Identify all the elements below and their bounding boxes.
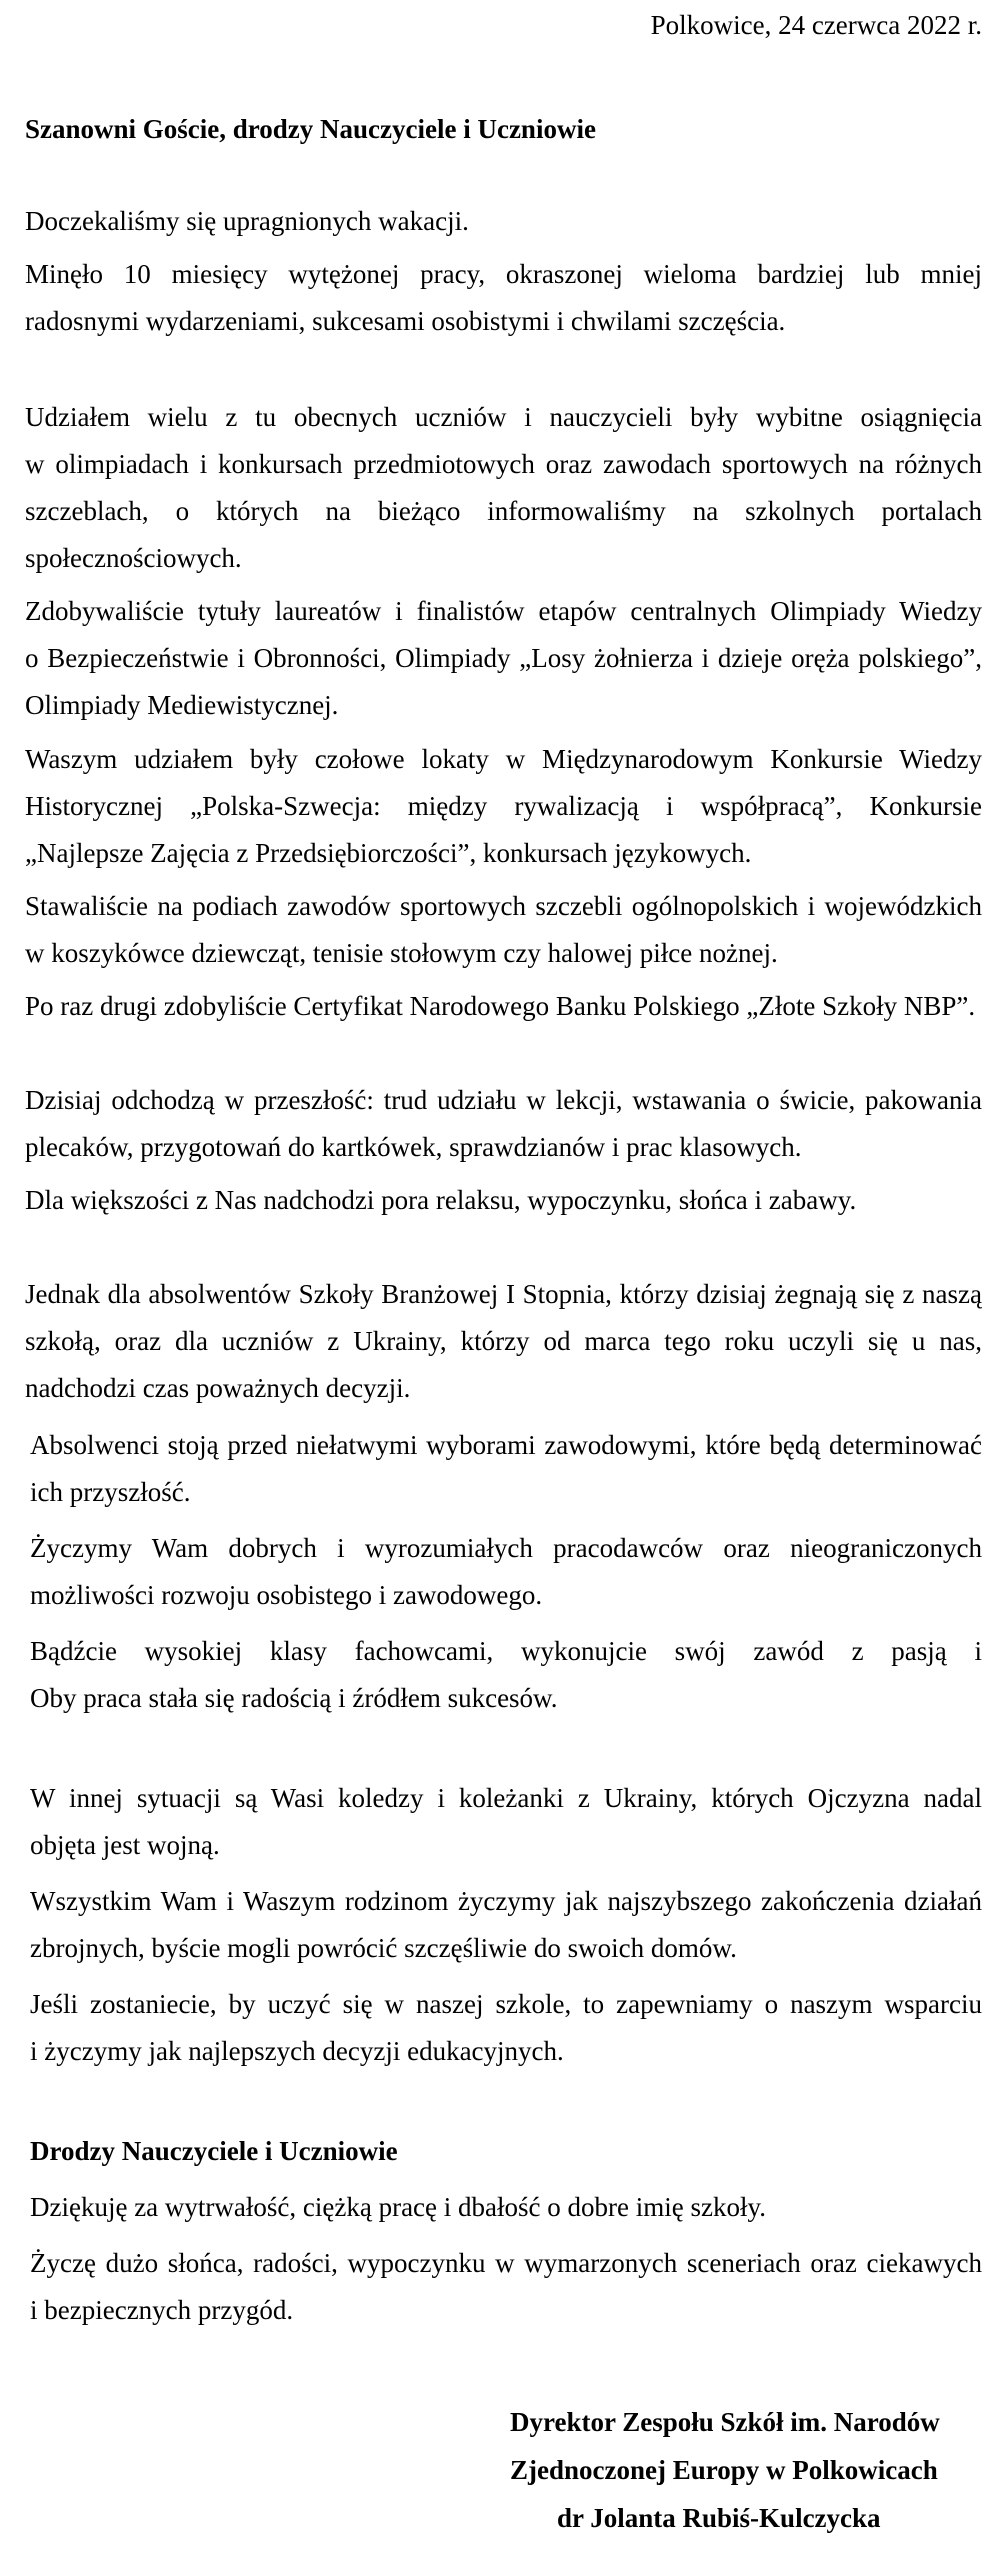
- paragraph-16-line-1: Jeśli zostaniecie, by uczyć się w naszej szkole, to zapewniamy o naszym wsparciu: [30, 1989, 982, 2019]
- paragraph-18-line-1: Życzę dużo słońca, radości, wypoczynku w wymarzonych sceneriach oraz ciekawych: [30, 2248, 982, 2278]
- date-place: Polkowice, 24 czerwca 2022 r.: [650, 10, 982, 40]
- paragraph-14-line-2: objęta jest wojną.: [30, 1830, 220, 1860]
- paragraph-3-line-3: szczeblach, o których na bieżąco informowaliśmy na szkolnych portalach: [25, 496, 982, 526]
- paragraph-15-line-1: Wszystkim Wam i Waszym rodzinom życzymy jak najszybszego zakończenia działań: [30, 1886, 982, 1916]
- paragraph-2-line-1: Minęło 10 miesięcy wytężonej pracy, okraszonej wieloma bardziej lub mniej: [25, 259, 982, 289]
- paragraph-7: Po raz drugi zdobyliście Certyfikat Narodowego Banku Polskiego „Złote Szkoły NBP”.: [25, 991, 976, 1021]
- paragraph-16-line-2: i życzymy jak najlepszych decyzji edukacyjnych.: [30, 2036, 564, 2066]
- closing-subheading: Drodzy Nauczyciele i Uczniowie: [30, 2136, 398, 2166]
- paragraph-15-line-2: zbrojnych, byście mogli powrócić szczęśliwie do swoich domów.: [30, 1933, 737, 1963]
- paragraph-13-line-1: Bądźcie wysokiej klasy fachowcami, wykonujcie swój zawód z pasją i: [30, 1636, 982, 1666]
- paragraph-6-line-1: Stawaliście na podiach zawodów sportowych szczebli ogólnopolskich i wojewódzkich: [25, 891, 982, 921]
- paragraph-11-line-1: Absolwenci stoją przed niełatwymi wyborami zawodowymi, które będą determinować: [30, 1430, 982, 1460]
- signature-line-3: dr Jolanta Rubiś-Kulczycka: [557, 2503, 881, 2533]
- paragraph-10-line-3: nadchodzi czas poważnych decyzji.: [25, 1373, 411, 1403]
- paragraph-4-line-2: o Bezpieczeństwie i Obronności, Olimpiady „Losy żołnierza i dzieje oręża polskiego”,: [25, 643, 982, 673]
- paragraph-9: Dla większości z Nas nadchodzi pora relaksu, wypoczynku, słońca i zabawy.: [25, 1185, 857, 1215]
- paragraph-6-line-2: w koszykówce dziewcząt, tenisie stołowym czy halowej piłce nożnej.: [25, 938, 778, 968]
- paragraph-3-line-2: w olimpiadach i konkursach przedmiotowych oraz zawodach sportowych na różnych: [25, 449, 982, 479]
- paragraph-18-line-2: i bezpiecznych przygód.: [30, 2295, 294, 2325]
- paragraph-8-line-2: plecaków, przygotowań do kartkówek, sprawdzianów i prac klasowych.: [25, 1132, 802, 1162]
- paragraph-5-line-3: „Najlepsze Zajęcia z Przedsiębiorczości”, konkursach językowych.: [25, 838, 752, 868]
- paragraph-3-line-4: społecznościowych.: [25, 543, 242, 573]
- paragraph-11-line-2: ich przyszłość.: [30, 1477, 191, 1507]
- paragraph-5-line-1: Waszym udziałem były czołowe lokaty w Międzynarodowym Konkursie Wiedzy: [25, 744, 982, 774]
- paragraph-8-line-1: Dzisiaj odchodzą w przeszłość: trud udziału w lekcji, wstawania o świcie, pakowania: [25, 1085, 982, 1115]
- paragraph-4-line-3: Olimpiady Mediewistycznej.: [25, 690, 339, 720]
- signature-line-1: Dyrektor Zespołu Szkół im. Narodów: [510, 2407, 940, 2437]
- paragraph-13-line-2: Oby praca stała się radością i źródłem sukcesów.: [30, 1683, 558, 1713]
- paragraph-12-line-1: Życzymy Wam dobrych i wyrozumiałych pracodawców oraz nieograniczonych: [30, 1533, 982, 1563]
- greeting-heading: Szanowni Goście, drodzy Nauczyciele i Uczniowie: [25, 114, 596, 144]
- paragraph-5-line-2: Historycznej „Polska-Szwecja: między rywalizacją i współpracą”, Konkursie: [25, 791, 982, 821]
- paragraph-10-line-2: szkołą, oraz dla uczniów z Ukrainy, którzy od marca tego roku uczyli się u nas,: [25, 1326, 982, 1356]
- paragraph-1: Doczekaliśmy się upragnionych wakacji.: [25, 206, 469, 236]
- signature-line-2: Zjednoczonej Europy w Polkowicach: [510, 2455, 938, 2485]
- paragraph-4-line-1: Zdobywaliście tytuły laureatów i finalistów etapów centralnych Olimpiady Wiedzy: [25, 596, 982, 626]
- paragraph-2-line-2: radosnymi wydarzeniami, sukcesami osobistymi i chwilami szczęścia.: [25, 306, 786, 336]
- paragraph-17: Dziękuję za wytrwałość, ciężką pracę i dbałość o dobre imię szkoły.: [30, 2192, 766, 2222]
- paragraph-10-line-1: Jednak dla absolwentów Szkoły Branżowej I Stopnia, którzy dzisiaj żegnają się z naszą: [25, 1279, 982, 1309]
- paragraph-14-line-1: W innej sytuacji są Wasi koledzy i koleżanki z Ukrainy, których Ojczyzna nadal: [30, 1783, 982, 1813]
- paragraph-3-line-1: Udziałem wielu z tu obecnych uczniów i nauczycieli były wybitne osiągnięcia: [25, 402, 982, 432]
- paragraph-12-line-2: możliwości rozwoju osobistego i zawodowego.: [30, 1580, 543, 1610]
